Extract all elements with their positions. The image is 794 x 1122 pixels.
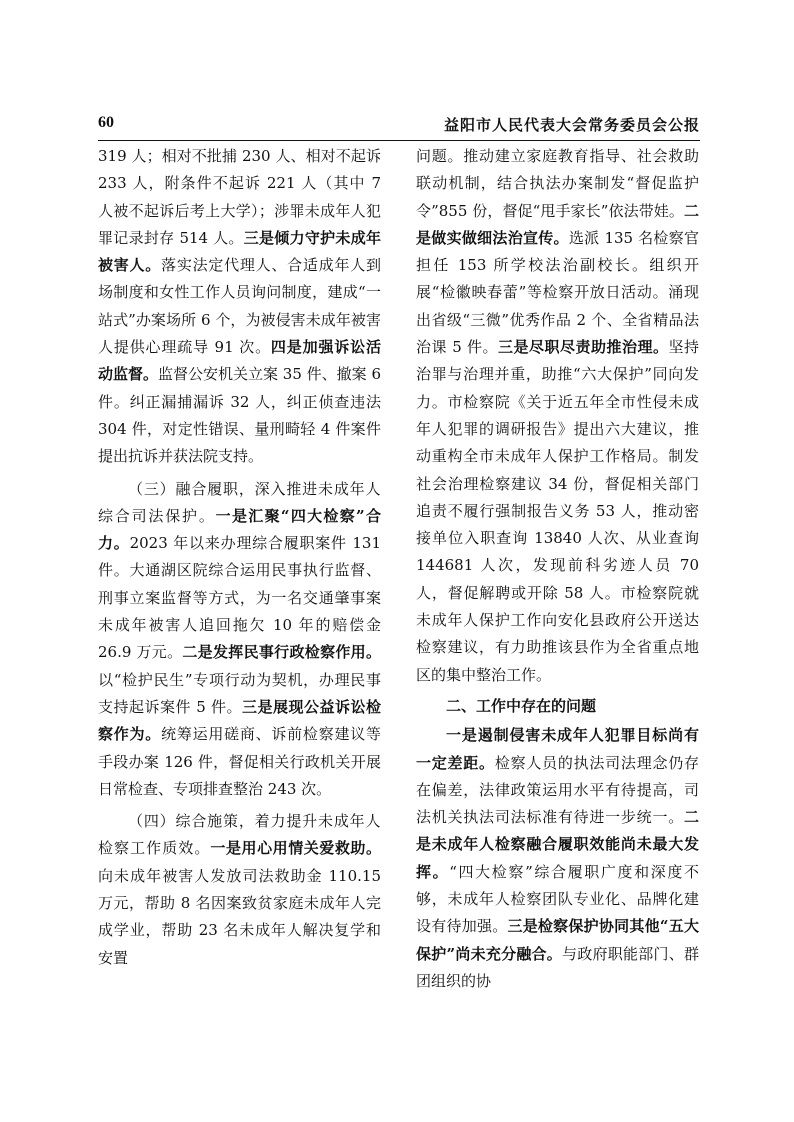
paragraph	[98, 808, 381, 972]
bold-lead: 二是未成年人检察融合履职效能尚未最大发挥。	[416, 808, 699, 881]
body-text: 向未成年被害人发放司法救助金 110.15 万元，帮助 8 名因案致贫家庭未成年人完成学业，帮助 23 名未成年人解决复学和安置	[98, 866, 381, 967]
page-number: 60	[98, 114, 114, 131]
body-text: 坚持治罪与治理并重，助推“六大保护”同向发力。市检察院《关于近五年全市性侵未成年人犯罪的调研报告》提出六大建议，推动重构全市未成年人保护工作格局。制发社会治理检察建议 34 份，督促相关部门追责不履行强制报告义务 53 人，推动密接单位入职查询 13840 人次、从业查询 144681 人次，发现前科劣迹人员 70 人，督促解聘或开除 58 人。市检察院就未成年人保护工作向安化县政府公开送达检察建议，有力助推该县作为全省重点地区的集中整治工作。	[416, 338, 699, 684]
body-text: 统筹运用磋商、诉前检察建议等手段办案 126 件，督促相关行政机关开展日常检查、专项排查整治 243 次。	[98, 725, 381, 798]
header-rule	[98, 140, 700, 141]
journal-title: 益阳市人民代表大会常务委员会公报	[443, 116, 700, 134]
section-heading: 二、工作中存在的问题	[446, 696, 597, 715]
bold-lead: 二是做实做细法治宣传。	[416, 201, 699, 247]
bold-lead: 一是用心用情关爱救助。	[210, 839, 381, 858]
body-text: 选派 135 名检察官担任 153 所学校法治副校长。组织开展“检徽映春蕾”等检察开放日活动。涌现出省级“三微”优秀作品 2 个、全省精品法治课 5 件。	[416, 228, 699, 357]
body-text: 以“检护民生”专项行动为契机，办理民事支持起诉案件 5 件。	[98, 670, 381, 716]
body-text: 监督公安机关立案 35 件、撤案 6 件。纠正漏捕漏诉 32 人，纠正侦查违法 304 件，对定性错误、量刑畸轻 4 件案件提出抗诉并获法院支持。	[98, 365, 381, 466]
right-column	[416, 143, 699, 995]
subsection-heading: （四）综合施策，着力提升未成年人检察工作质效。	[98, 812, 381, 858]
body-text: 问题。推动建立家庭教育指导、社会救助联动机制，结合执法办案制发“督促监护令”855 份，督促“甩手家长”依法带娃。	[416, 147, 699, 220]
body-text: 落实法定代理人、合适成年人到场制度和女性工作人员询问制度，建成“一站式”办案场所 6 个，为被侵害未成年被害人提供心理疏导 91 次。	[98, 256, 381, 357]
bold-lead: 二是发挥民事行政检察作用。	[182, 643, 381, 662]
body-text: 2023 年以来办理综合履职案件 131 件。大通湖区院综合运用民事执行监督、刑事立案监督等方式，为一名交通肇事案未成年被害人追回拖欠 10 年的赔偿金 26.9 万元。	[98, 534, 381, 662]
body-text: 与政府职能部门、群团组织的协	[416, 944, 699, 990]
bold-lead: 一是遏制侵害未成年人犯罪目标尚有一定差距。	[416, 726, 699, 772]
paragraph	[416, 143, 699, 689]
subsection-heading: （三）融合履职，深入推进未成年人综合司法保护。	[98, 479, 381, 525]
bold-lead: 三是尽职尽责助推治理。	[498, 338, 669, 357]
paragraph	[98, 476, 381, 804]
bold-lead: 三是倾力守护未成年被害人。	[98, 228, 381, 275]
bold-lead: 三是检察保护协同其他“五大保护”尚未充分融合。	[416, 917, 699, 963]
body-text: “四大检察”综合履职广度和深度不够，未成年人检察团队专业化、品牌化建设有待加强。	[416, 862, 699, 936]
bold-lead: 一是汇聚“四大检察”合力。	[98, 506, 381, 553]
paragraph	[98, 143, 381, 471]
body-text: 319 人；相对不批捕 230 人、相对不起诉 233 人，附条件不起诉 221 人（其中 7 人被不起诉后考上大学）；涉罪未成年人犯罪记录封存 514 人。	[98, 147, 381, 247]
left-column	[98, 143, 381, 972]
bold-lead: 四是加强诉讼活动监督。	[98, 338, 381, 384]
bold-lead: 三是展现公益诉讼检察作为。	[98, 697, 381, 744]
body-text: 检察人员的执法司法理念仍存在偏差，法律政策运用水平有待提高，司法机关执法司法标准有待进一步统一。	[416, 753, 699, 827]
page-header	[98, 112, 700, 138]
paragraph	[416, 722, 699, 995]
